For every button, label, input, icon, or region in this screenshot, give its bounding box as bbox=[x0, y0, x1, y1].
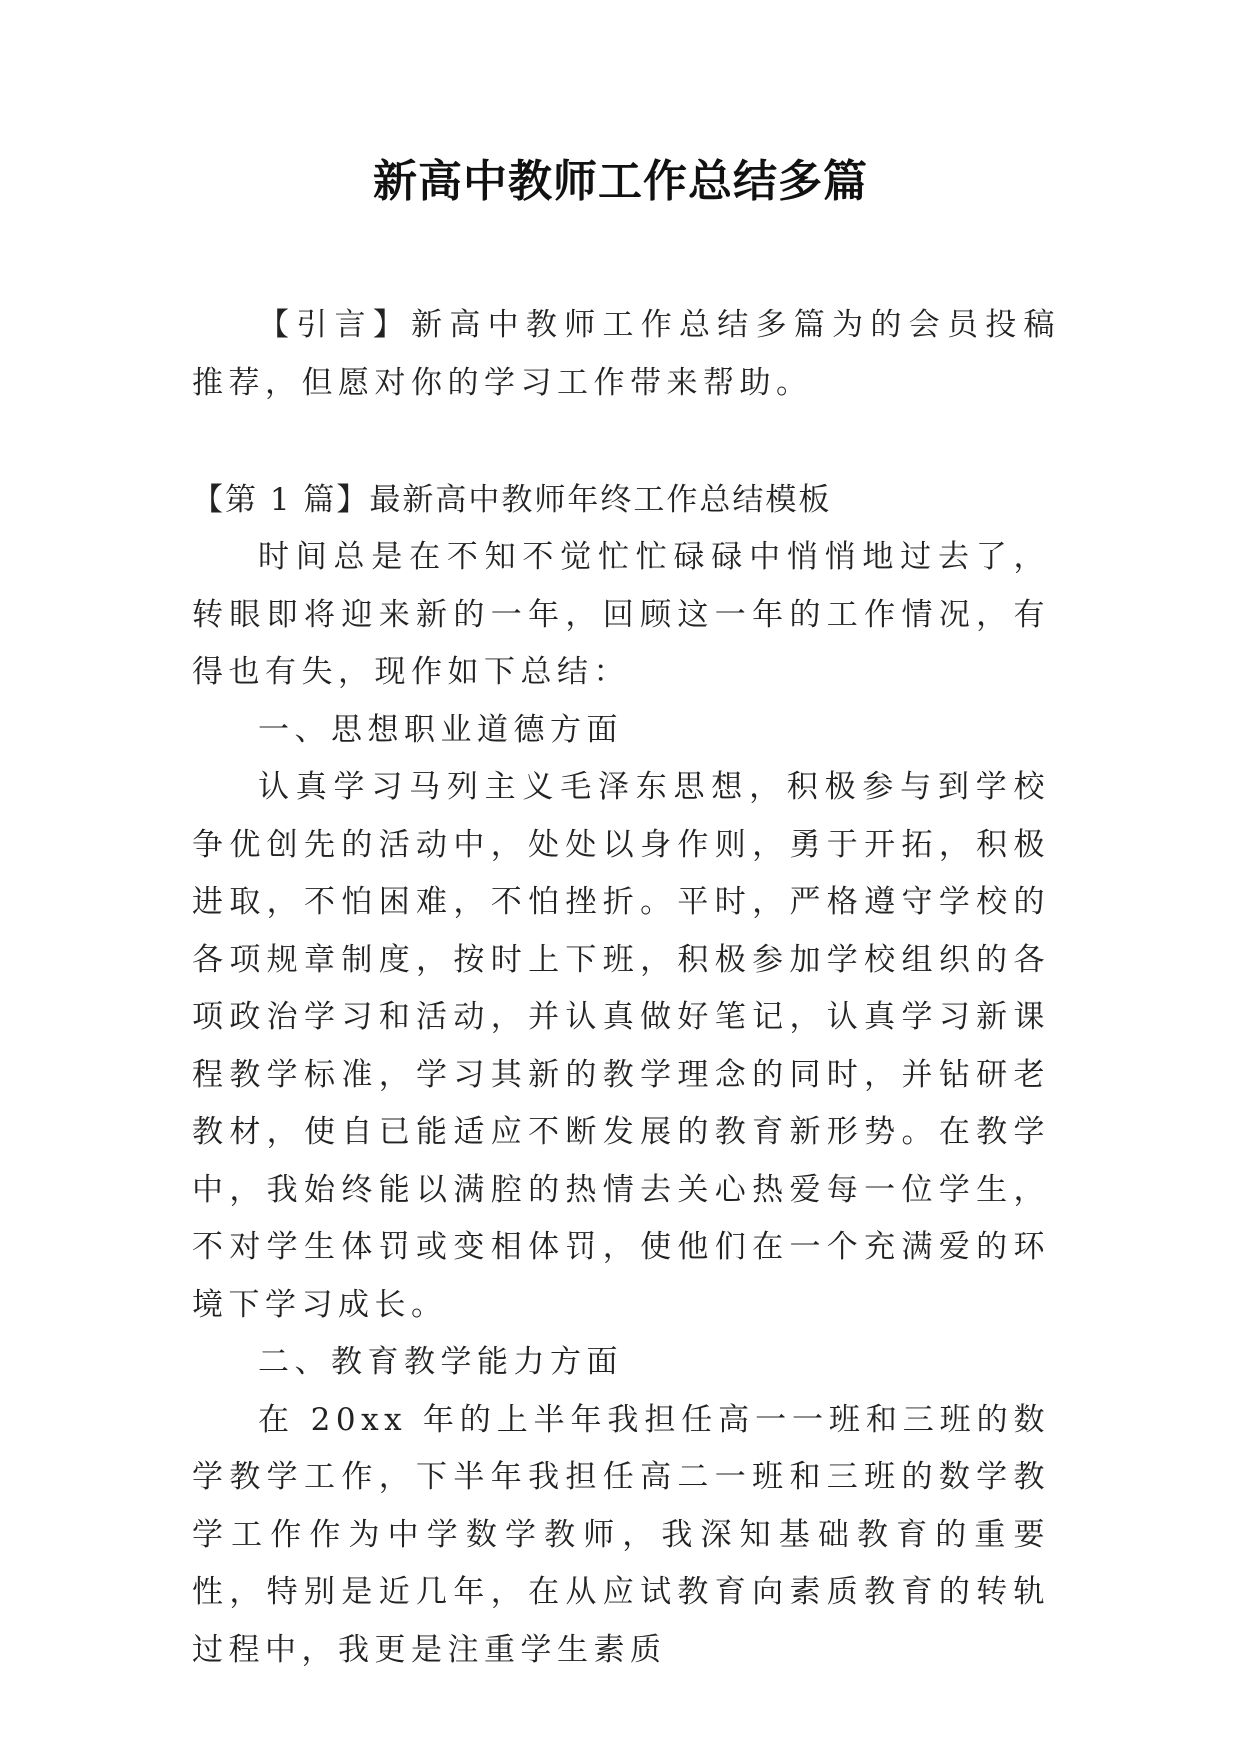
paragraph: 认真学习马列主义毛泽东思想，积极参与到学校争优创先的活动中，处处以身作则，勇于开拓，积极进取，不怕困难，不怕挫折。平时，严格遵守学校的各项规章制度，按时上下班，积极参加学校组织的各项政治学习和活动，并认真做好笔记，认真学习新课程教学标准，学习其新的教学理念的同时，并钻研老教材，使自已能适应不断发展的教育新形势。在教学中，我始终能以满腔的热情去关心热爱每一位学生，不对学生体罚或变相体罚，使他们在一个充满爱的环境下学习成长。 bbox=[192, 769, 1050, 1323]
document-title: 新高中教师工作总结多篇 bbox=[373, 156, 868, 207]
intro-paragraph: 【引言】新高中教师工作总结多篇为的会员投稿推荐，但愿对你的学习工作带来帮助。 bbox=[192, 307, 1060, 401]
section-heading: 【第 1 篇】最新高中教师年终工作总结模板 bbox=[192, 482, 832, 518]
paragraph: 在 20xx 年的上半年我担任高一一班和三班的数学教学工作，下半年我担任高二一班和三班的数学教学工作作为中学数学教师，我深知基础教育的重要性，特别是近几年，在从应试教育向素质教育的转轨过程中，我更是注重学生素质 bbox=[192, 1401, 1050, 1668]
subheading: 一、思想职业道德方面 bbox=[258, 711, 623, 748]
paragraph: 时间总是在不知不觉忙忙碌碌中悄悄地过去了，转眼即将迎来新的一年，回顾这一年的工作情况，有得也有失，现作如下总结： bbox=[192, 539, 1050, 690]
body-content bbox=[192, 529, 1050, 1679]
subheading: 二、教育教学能力方面 bbox=[258, 1344, 623, 1380]
